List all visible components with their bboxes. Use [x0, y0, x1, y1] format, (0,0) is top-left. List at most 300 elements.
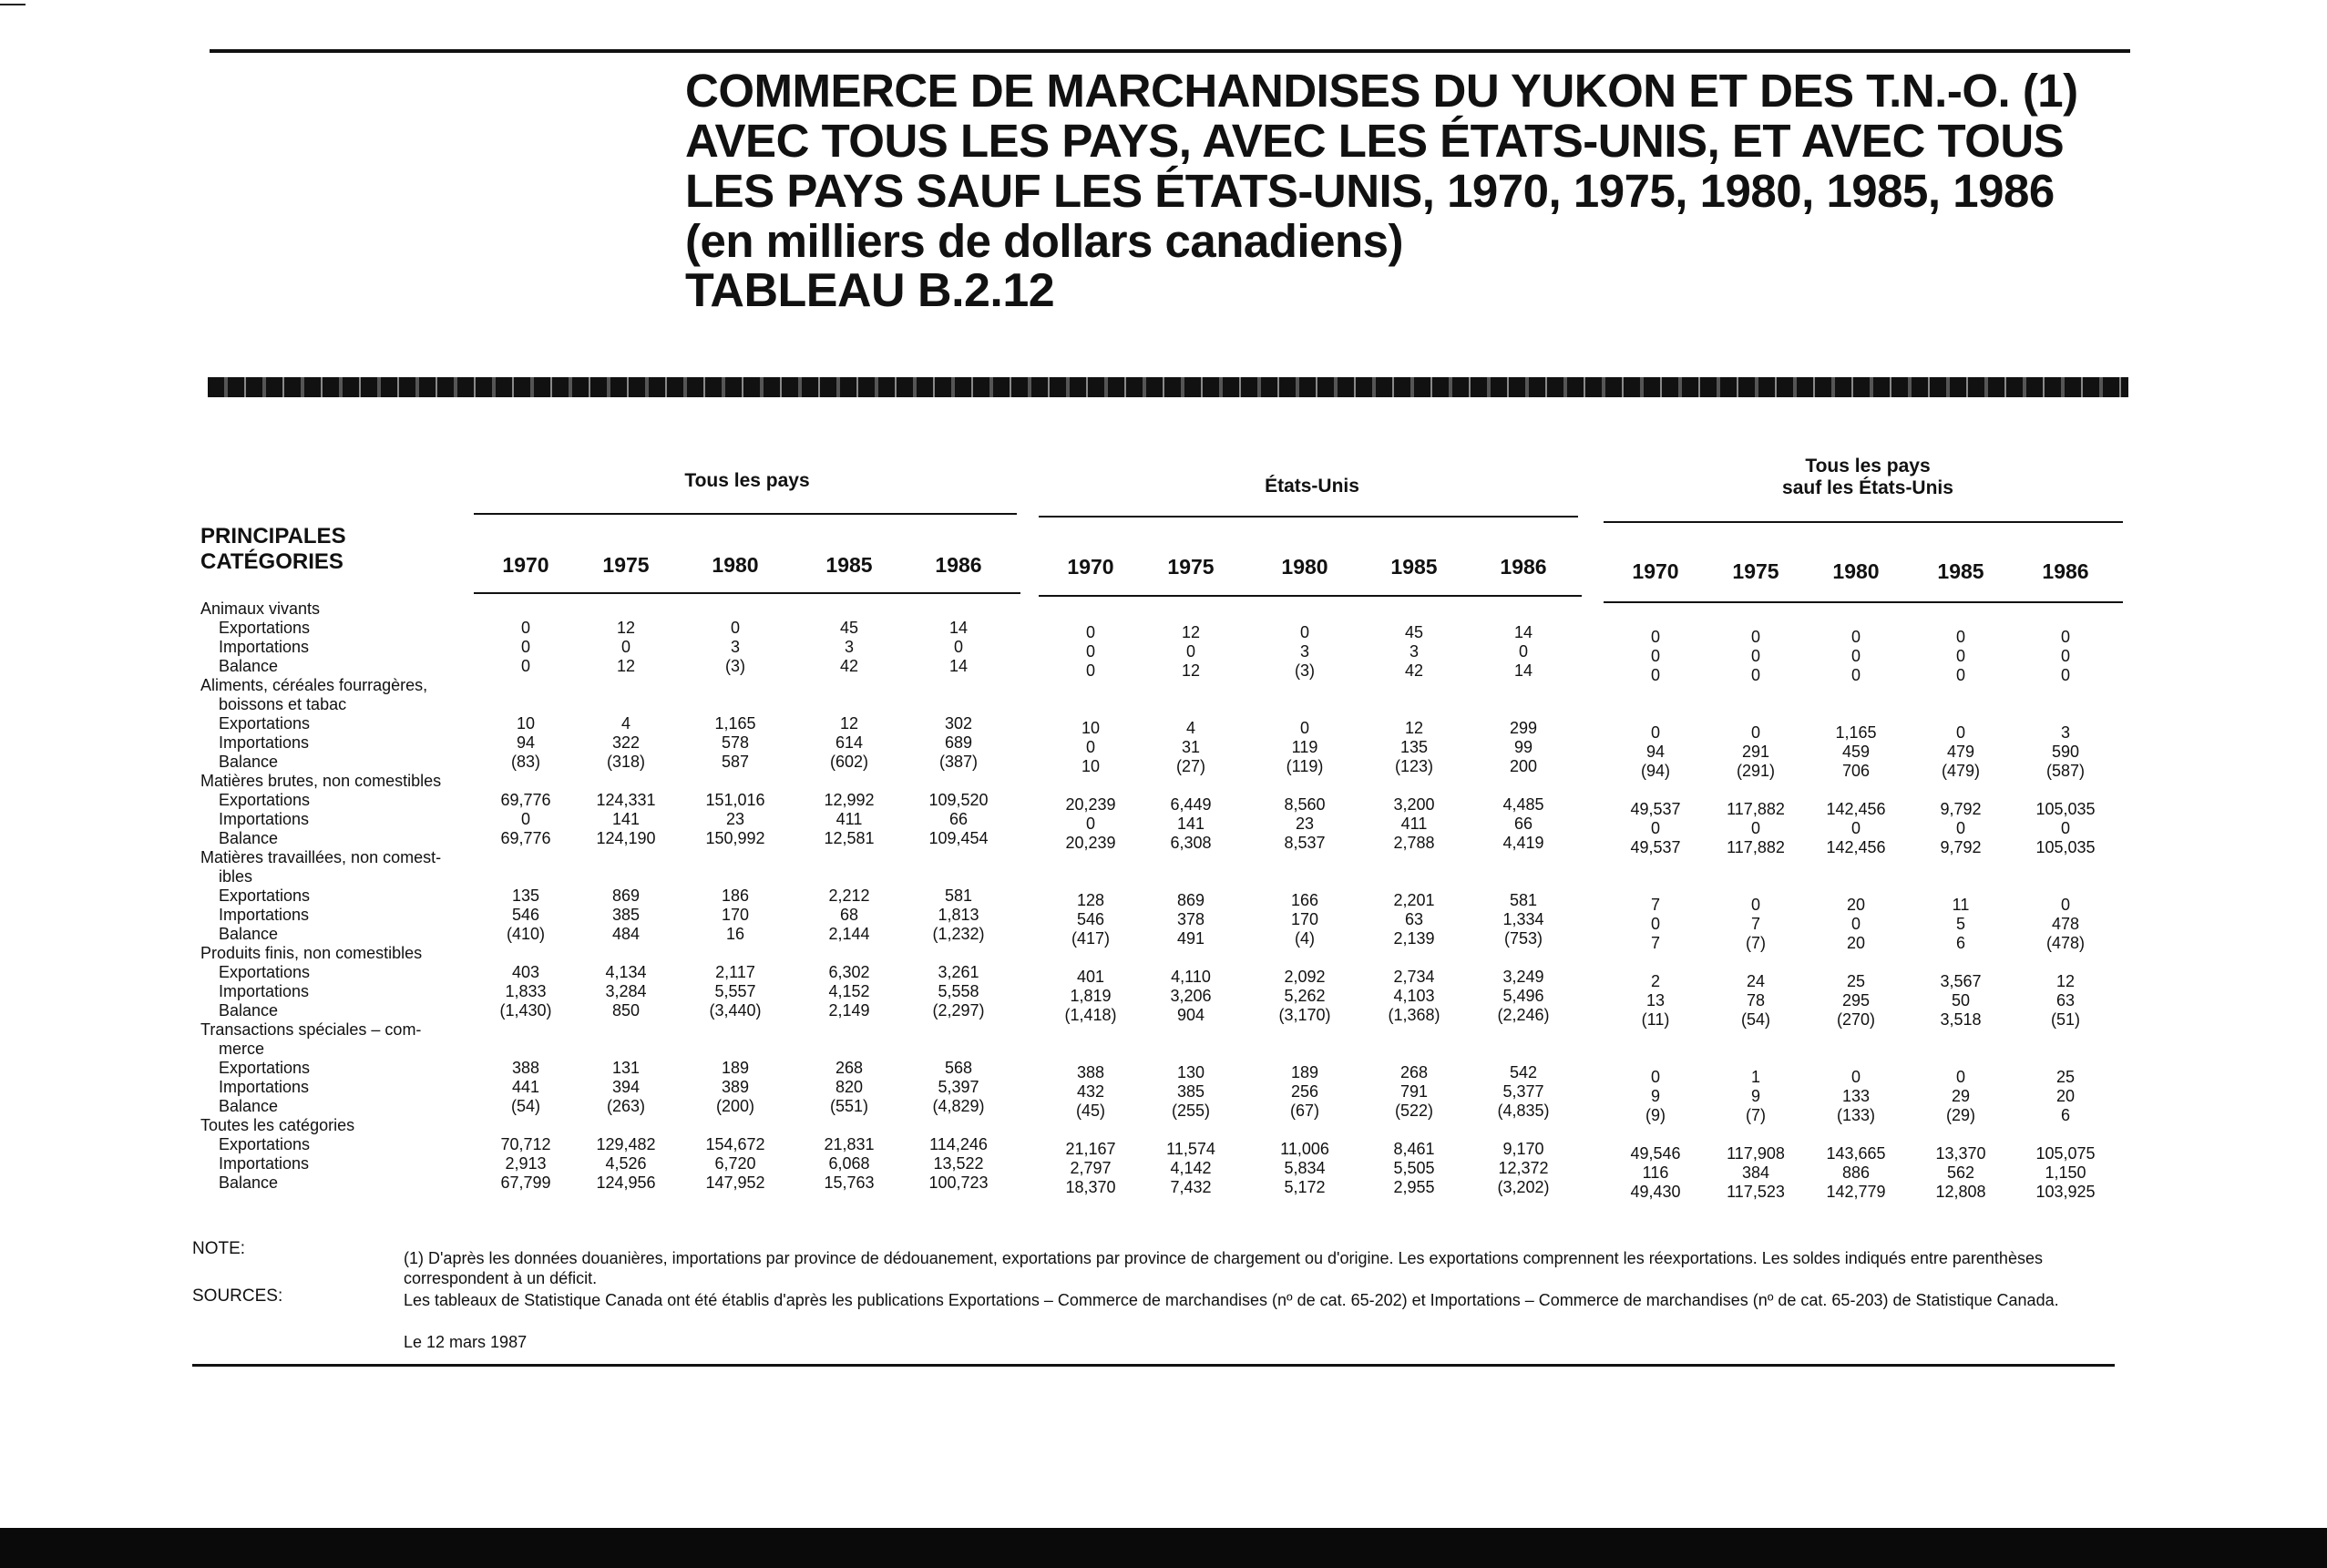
table-cell: 109,520 [928, 791, 989, 809]
table-cell: 0 [1850, 666, 1861, 684]
table-cell: 94 [1645, 743, 1666, 761]
row-label: Exportations [219, 886, 311, 905]
table-cell: (753) [1503, 929, 1543, 948]
table-cell: 0 [1085, 661, 1095, 680]
row-label: Exportations [219, 1135, 311, 1153]
table-cell: 4,110 [1171, 968, 1211, 986]
table-cell: 8,461 [1393, 1140, 1435, 1158]
table-cell: 0 [1850, 915, 1861, 933]
table-cell: (4,835) [1497, 1102, 1550, 1120]
table-cell: (1,368) [1388, 1006, 1440, 1024]
table-cell: 11,574 [1166, 1140, 1215, 1158]
table-cell: 3 [844, 638, 854, 656]
table-cell: 151,016 [705, 791, 765, 809]
group-header-all-countries [474, 470, 1020, 492]
category-header-line: CATÉGORIES [200, 549, 343, 574]
table-cell: (4,829) [932, 1097, 985, 1115]
table-cell: (1,418) [1064, 1006, 1117, 1024]
table-cell: 94 [516, 733, 536, 752]
table-cell: 3,261 [938, 963, 979, 981]
table-cell: 12 [616, 619, 636, 637]
table-cell: 5,496 [1502, 987, 1544, 1005]
table-cell: 13,522 [933, 1154, 984, 1173]
table-cell: 23 [725, 810, 745, 828]
table-cell: (7) [1746, 934, 1766, 952]
table-cell: 5,558 [938, 982, 979, 1000]
sources-text: Les tableaux de Statistique Canada ont été établis d'après les publications Exportations – Commerce de marchandises (nº de cat. 65-202) et Importations – Commerce de marchandises (nº de cat. 65-203) de Statistique Canada. [404, 1291, 2059, 1309]
table-cell: 10 [1081, 757, 1101, 775]
table-cell: 0 [1650, 628, 1660, 646]
header-rule [1039, 595, 1582, 597]
table-cell: 13 [1645, 991, 1666, 1009]
table-cell: 1,165 [714, 714, 756, 733]
table-cell: 0 [520, 657, 530, 675]
table-cell: 12,372 [1498, 1159, 1549, 1177]
table-cell: 0 [1085, 623, 1095, 641]
table-cell: 20 [1846, 934, 1866, 952]
table-cell: 42 [1404, 661, 1424, 680]
table-cell: 491 [1176, 929, 1205, 948]
table-cell: 69,776 [500, 791, 551, 809]
table-cell: 1,819 [1070, 987, 1112, 1005]
table-cell: 0 [1085, 815, 1095, 833]
table-cell: 109,454 [928, 829, 989, 847]
table-cell: 170 [721, 906, 750, 924]
table-cell: 1,334 [1502, 910, 1544, 928]
table-cell: 0 [1299, 719, 1309, 737]
table-cell: 886 [1841, 1163, 1871, 1182]
table-cell: 117,908 [1727, 1144, 1785, 1163]
table-cell: 403 [511, 963, 540, 981]
table-cell: 2,144 [828, 925, 870, 943]
table-cell: (387) [938, 753, 979, 771]
table-cell: 0 [2060, 666, 2070, 684]
table-cell: 4,103 [1393, 987, 1435, 1005]
table-cell: (3,202) [1497, 1178, 1550, 1196]
row-label: merce [219, 1040, 265, 1058]
row-label: Exportations [219, 619, 311, 637]
table-cell: 0 [953, 638, 963, 656]
year-header: 1970 [1632, 559, 1679, 583]
table-cell: 12,992 [824, 791, 875, 809]
table-cell: 103,925 [2035, 1183, 2096, 1201]
table-cell: 9,792 [1940, 838, 1982, 856]
year-header: 1980 [1281, 555, 1328, 579]
table-cell: 6,068 [828, 1154, 870, 1173]
table-cell: 147,952 [705, 1173, 765, 1192]
table-cell: 0 [1850, 1068, 1861, 1086]
table-cell: 154,672 [705, 1135, 765, 1153]
group-header-united-states [1039, 476, 1585, 497]
table-cell: (83) [510, 753, 540, 771]
row-label: Balance [219, 829, 279, 847]
table-cell: 105,075 [2035, 1144, 2096, 1163]
table-cell: 1,165 [1835, 723, 1877, 742]
table-cell: 150,992 [705, 829, 765, 847]
row-label: Importations [219, 906, 310, 924]
table-cell: 2,117 [715, 963, 755, 981]
group-header-line: sauf les États-Unis [1782, 477, 1953, 498]
group-header-all-except-us [1604, 456, 2132, 499]
table-cell: 0 [520, 619, 530, 637]
table-cell: 0 [1085, 642, 1095, 661]
group-rule [1039, 516, 1578, 518]
table-cell: 2,139 [1393, 929, 1435, 948]
table-cell: 9 [1650, 1087, 1660, 1105]
table-cell: 0 [1955, 723, 1965, 742]
table-cell: 7 [1650, 896, 1660, 914]
table-cell: (255) [1171, 1102, 1211, 1120]
table-cell: (9) [1645, 1106, 1666, 1124]
table-cell: 4,152 [828, 982, 870, 1000]
table-cell: 3,249 [1502, 968, 1544, 986]
table-cell: 0 [1750, 628, 1760, 646]
table-cell: 0 [1650, 666, 1660, 684]
table-cell: 0 [1299, 623, 1309, 641]
table-cell: 14 [1513, 623, 1533, 641]
table-cell: (3,440) [709, 1001, 762, 1020]
table-cell: (200) [715, 1097, 755, 1115]
table-cell: 0 [1750, 666, 1760, 684]
table-cell: 0 [1850, 628, 1861, 646]
table-cell: 67,799 [500, 1173, 551, 1192]
table-cell: 100,723 [928, 1173, 989, 1192]
table-cell: 484 [611, 925, 641, 943]
table-cell: 114,246 [929, 1135, 988, 1153]
row-label: Balance [219, 753, 279, 771]
table-cell: 69,776 [500, 829, 551, 847]
table-cell: 478 [2051, 915, 2080, 933]
table-cell: 2,955 [1393, 1178, 1435, 1196]
table-cell: 268 [835, 1059, 864, 1077]
table-cell: 5 [1955, 915, 1965, 933]
table-cell: 45 [839, 619, 859, 637]
table-cell: 268 [1399, 1063, 1429, 1081]
table-cell: 49,537 [1630, 800, 1681, 818]
table-cell: 166 [1290, 891, 1319, 909]
table-cell: 295 [1841, 991, 1871, 1009]
table-cell: 9,170 [1502, 1140, 1544, 1158]
table-cell: 388 [511, 1059, 540, 1077]
table-cell: 0 [1650, 723, 1660, 742]
table-cell: 141 [1176, 815, 1205, 833]
table-cell: 23 [1295, 815, 1315, 833]
top-rule [210, 49, 2130, 53]
table-cell: 133 [1841, 1087, 1871, 1105]
table-cell: (417) [1071, 929, 1111, 948]
table-cell: 0 [1650, 915, 1660, 933]
table-cell: 141 [611, 810, 641, 828]
table-cell: 706 [1841, 762, 1871, 780]
table-cell: 0 [2060, 819, 2070, 837]
table-cell: 116 [1642, 1163, 1669, 1182]
table-cell: 0 [730, 619, 740, 637]
table-cell: 8,560 [1284, 795, 1326, 814]
year-header: 1986 [935, 553, 982, 577]
table-cell: 432 [1076, 1082, 1105, 1101]
table-cell: 3,206 [1170, 987, 1212, 1005]
table-cell: 0 [1850, 819, 1861, 837]
table-cell: 12,808 [1935, 1183, 1986, 1201]
table-cell: 0 [2060, 647, 2070, 665]
table-cell: 66 [1513, 815, 1533, 833]
row-label: Importations [219, 982, 310, 1000]
table-cell: (119) [1286, 757, 1324, 775]
row-label: Exportations [219, 963, 311, 981]
table-cell: 200 [1509, 757, 1538, 775]
table-cell: 581 [944, 886, 973, 905]
table-cell: 581 [1509, 891, 1538, 909]
table-cell: 0 [1955, 819, 1965, 837]
table-cell: 904 [1176, 1006, 1205, 1024]
year-header: 1980 [1832, 559, 1880, 583]
table-cell: 12 [2055, 972, 2076, 990]
table-cell: (11) [1641, 1010, 1670, 1029]
title-block [685, 66, 2143, 316]
table-number: TABLEAU B.2.12 [685, 264, 1055, 317]
table-cell: 142,456 [1826, 800, 1886, 818]
table-cell: 68 [839, 906, 859, 924]
table-cell: 119 [1291, 738, 1318, 756]
table-cell: 21,167 [1065, 1140, 1116, 1158]
table-cell: 117,882 [1727, 838, 1785, 856]
table-cell: (67) [1289, 1102, 1319, 1120]
table-cell: 105,035 [2035, 800, 2096, 818]
row-label: Balance [219, 1001, 279, 1020]
table-cell: 66 [948, 810, 969, 828]
table-cell: (2,297) [932, 1001, 985, 1020]
table-cell: 0 [1750, 647, 1760, 665]
table-cell: 5,834 [1284, 1159, 1326, 1177]
year-header: 1985 [825, 553, 873, 577]
table-cell: 12 [1404, 719, 1424, 737]
table-cell: 4,419 [1502, 834, 1544, 852]
table-cell: 587 [721, 753, 750, 771]
table-cell: 142,779 [1826, 1183, 1886, 1201]
group-rule [1604, 521, 2123, 523]
table-cell: 590 [2051, 743, 2080, 761]
table-cell: 6 [1955, 934, 1965, 952]
table-cell: (3) [1295, 661, 1315, 680]
table-cell: 0 [1085, 738, 1095, 756]
table-cell: 3,200 [1393, 795, 1435, 814]
title-line-1: COMMERCE DE MARCHANDISES DU YUKON ET DES T.N.-O. (1) [685, 65, 2078, 117]
table-cell: 11,006 [1280, 1140, 1329, 1158]
table-cell: 689 [944, 733, 973, 752]
table-cell: 8,537 [1284, 834, 1326, 852]
table-cell: 394 [611, 1078, 641, 1096]
table-cell: 3 [1409, 642, 1419, 661]
table-cell: 385 [1176, 1082, 1205, 1101]
year-header: 1980 [712, 553, 759, 577]
row-label: Importations [219, 1078, 310, 1096]
year-header: 1970 [502, 553, 549, 577]
table-cell: 2,201 [1393, 891, 1435, 909]
table-cell: 0 [620, 638, 630, 656]
table-cell: 0 [1518, 642, 1528, 661]
row-label: Balance [219, 1173, 279, 1192]
table-cell: 0 [1750, 819, 1760, 837]
table-cell: 0 [520, 638, 530, 656]
table-cell: (263) [606, 1097, 646, 1115]
table-cell: 459 [1841, 743, 1871, 761]
table-cell: 256 [1290, 1082, 1319, 1101]
table-cell: 124,331 [596, 791, 656, 809]
table-cell: 3 [1299, 642, 1309, 661]
table-cell: 3,518 [1940, 1010, 1982, 1029]
note-label: NOTE: [192, 1239, 246, 1258]
year-header: 1985 [1390, 555, 1438, 579]
table-cell: (2,246) [1497, 1006, 1550, 1024]
table-cell: 6,308 [1170, 834, 1212, 852]
table-cell: 385 [611, 906, 641, 924]
table-cell: 5,377 [1502, 1082, 1544, 1101]
table-cell: 170 [1290, 910, 1319, 928]
table-cell: (3,170) [1278, 1006, 1331, 1024]
table-cell: 1,150 [2045, 1163, 2086, 1182]
year-header: 1985 [1937, 559, 1984, 583]
table-cell: 78 [1746, 991, 1766, 1009]
row-label: ibles [219, 867, 253, 886]
table-cell: 20,239 [1065, 795, 1116, 814]
table-cell: 20 [1846, 896, 1866, 914]
group-header-line: Tous les pays [1805, 456, 1931, 477]
table-cell: (1,232) [932, 925, 985, 943]
table-cell: (587) [2045, 762, 2086, 780]
table-cell: 2,734 [1393, 968, 1435, 986]
table-cell: 143,665 [1826, 1144, 1886, 1163]
sources-label: SOURCES: [192, 1286, 283, 1306]
table-cell: 4 [1185, 719, 1195, 737]
table-cell: 4 [620, 714, 630, 733]
table-cell: 7 [1650, 934, 1660, 952]
table-cell: 4,142 [1170, 1159, 1212, 1177]
table-cell: 6 [2060, 1106, 2070, 1124]
table-cell: 441 [511, 1078, 540, 1096]
table-cell: 189 [721, 1059, 750, 1077]
table-cell: (54) [1740, 1010, 1770, 1029]
row-label: Aliments, céréales fourragères, [200, 676, 428, 694]
decorative-banner [208, 377, 2128, 397]
table-cell: 6,720 [714, 1154, 756, 1173]
table-cell: 0 [520, 810, 530, 828]
table-cell: 411 [835, 810, 863, 828]
table-cell: 388 [1076, 1063, 1105, 1081]
table-cell: 0 [1650, 819, 1660, 837]
row-label: Balance [219, 657, 279, 675]
table-cell: 12 [1181, 623, 1201, 641]
table-cell: 4,134 [605, 963, 647, 981]
table-cell: (7) [1746, 1106, 1766, 1124]
table-cell: 131 [611, 1059, 641, 1077]
table-cell: 12 [839, 714, 859, 733]
table-cell: 1,813 [938, 906, 979, 924]
table-cell: 0 [2060, 896, 2070, 914]
table-cell: 135 [1399, 738, 1429, 756]
table-cell: 791 [1399, 1082, 1429, 1101]
table-cell: 5,397 [938, 1078, 979, 1096]
table-cell: 869 [611, 886, 641, 905]
table-cell: 10 [516, 714, 536, 733]
table-cell: 14 [1513, 661, 1533, 680]
note-text: (1) D'après les données douanières, importations par province de dédouanement, exportations par province de chargement ou d'origine. Les exportations comprennent les réexportations. Les soldes indiqués entre parenthèses correspondent à un déficit. [404, 1249, 2043, 1287]
table-cell: 20,239 [1065, 834, 1116, 852]
table-cell: 130 [1176, 1063, 1205, 1081]
row-label: Exportations [219, 1059, 311, 1077]
row-label: Exportations [219, 714, 311, 733]
year-header: 1975 [1167, 555, 1215, 579]
table-cell: (270) [1836, 1010, 1876, 1029]
row-label: Importations [219, 733, 310, 752]
table-cell: 614 [835, 733, 864, 752]
header-rule [1604, 601, 2123, 603]
table-cell: 49,430 [1630, 1183, 1681, 1201]
table-cell: 2,797 [1070, 1159, 1112, 1177]
table-cell: 124,190 [596, 829, 656, 847]
table-cell: 0 [1750, 723, 1760, 742]
row-label: Importations [219, 1154, 310, 1173]
row-label: Transactions spéciales – com- [200, 1020, 422, 1039]
table-cell: 411 [1400, 815, 1428, 833]
table-cell: 2,913 [505, 1154, 547, 1173]
table-cell: 1 [1750, 1068, 1760, 1086]
row-label: Balance [219, 1097, 279, 1115]
table-cell: 869 [1176, 891, 1205, 909]
table-cell: 2,149 [828, 1001, 870, 1020]
scan-bottom-edge [0, 1528, 2327, 1568]
table-cell: 0 [1955, 647, 1965, 665]
table-cell: 0 [1750, 896, 1760, 914]
table-cell: 389 [721, 1078, 750, 1096]
table-cell: 0 [1650, 1068, 1660, 1086]
table-cell: 5,505 [1393, 1159, 1435, 1177]
table-cell: 1,833 [505, 982, 547, 1000]
table-cell: 13,370 [1935, 1144, 1986, 1163]
table-cell: 562 [1946, 1163, 1975, 1182]
table-cell: 0 [1850, 647, 1861, 665]
table-cell: 0 [1650, 647, 1660, 665]
table-cell: 578 [721, 733, 750, 752]
table-cell: 14 [948, 657, 969, 675]
table-cell: 302 [944, 714, 973, 733]
category-header-line: PRINCIPALES [200, 524, 346, 548]
table-cell: 18,370 [1065, 1178, 1116, 1196]
table-cell: 568 [944, 1059, 973, 1077]
row-label: Toutes les catégories [200, 1116, 355, 1134]
table-cell: 2 [1650, 972, 1660, 990]
table-cell: (123) [1394, 757, 1434, 775]
table-cell: 25 [2055, 1068, 2076, 1086]
table-cell: 5,172 [1284, 1178, 1326, 1196]
title-line-4: (en milliers de dollars canadiens) [685, 215, 1403, 267]
table-cell: 15,763 [824, 1173, 875, 1192]
table-cell: 0 [1185, 642, 1195, 661]
table-cell: 129,482 [596, 1135, 656, 1153]
table-cell: 3,284 [605, 982, 647, 1000]
table-cell: 2,788 [1393, 834, 1435, 852]
table-cell: 291 [1741, 743, 1770, 761]
category-header [200, 524, 346, 575]
row-label: Importations [219, 810, 310, 828]
table-cell: 31 [1181, 738, 1201, 756]
table-cell: 16 [725, 925, 745, 943]
table-cell: 0 [1955, 628, 1965, 646]
row-label: Importations [219, 638, 310, 656]
table-cell: 189 [1290, 1063, 1319, 1081]
table-cell: 63 [1404, 910, 1424, 928]
table-cell: 29 [1951, 1087, 1971, 1105]
table-cell: (410) [506, 925, 546, 943]
